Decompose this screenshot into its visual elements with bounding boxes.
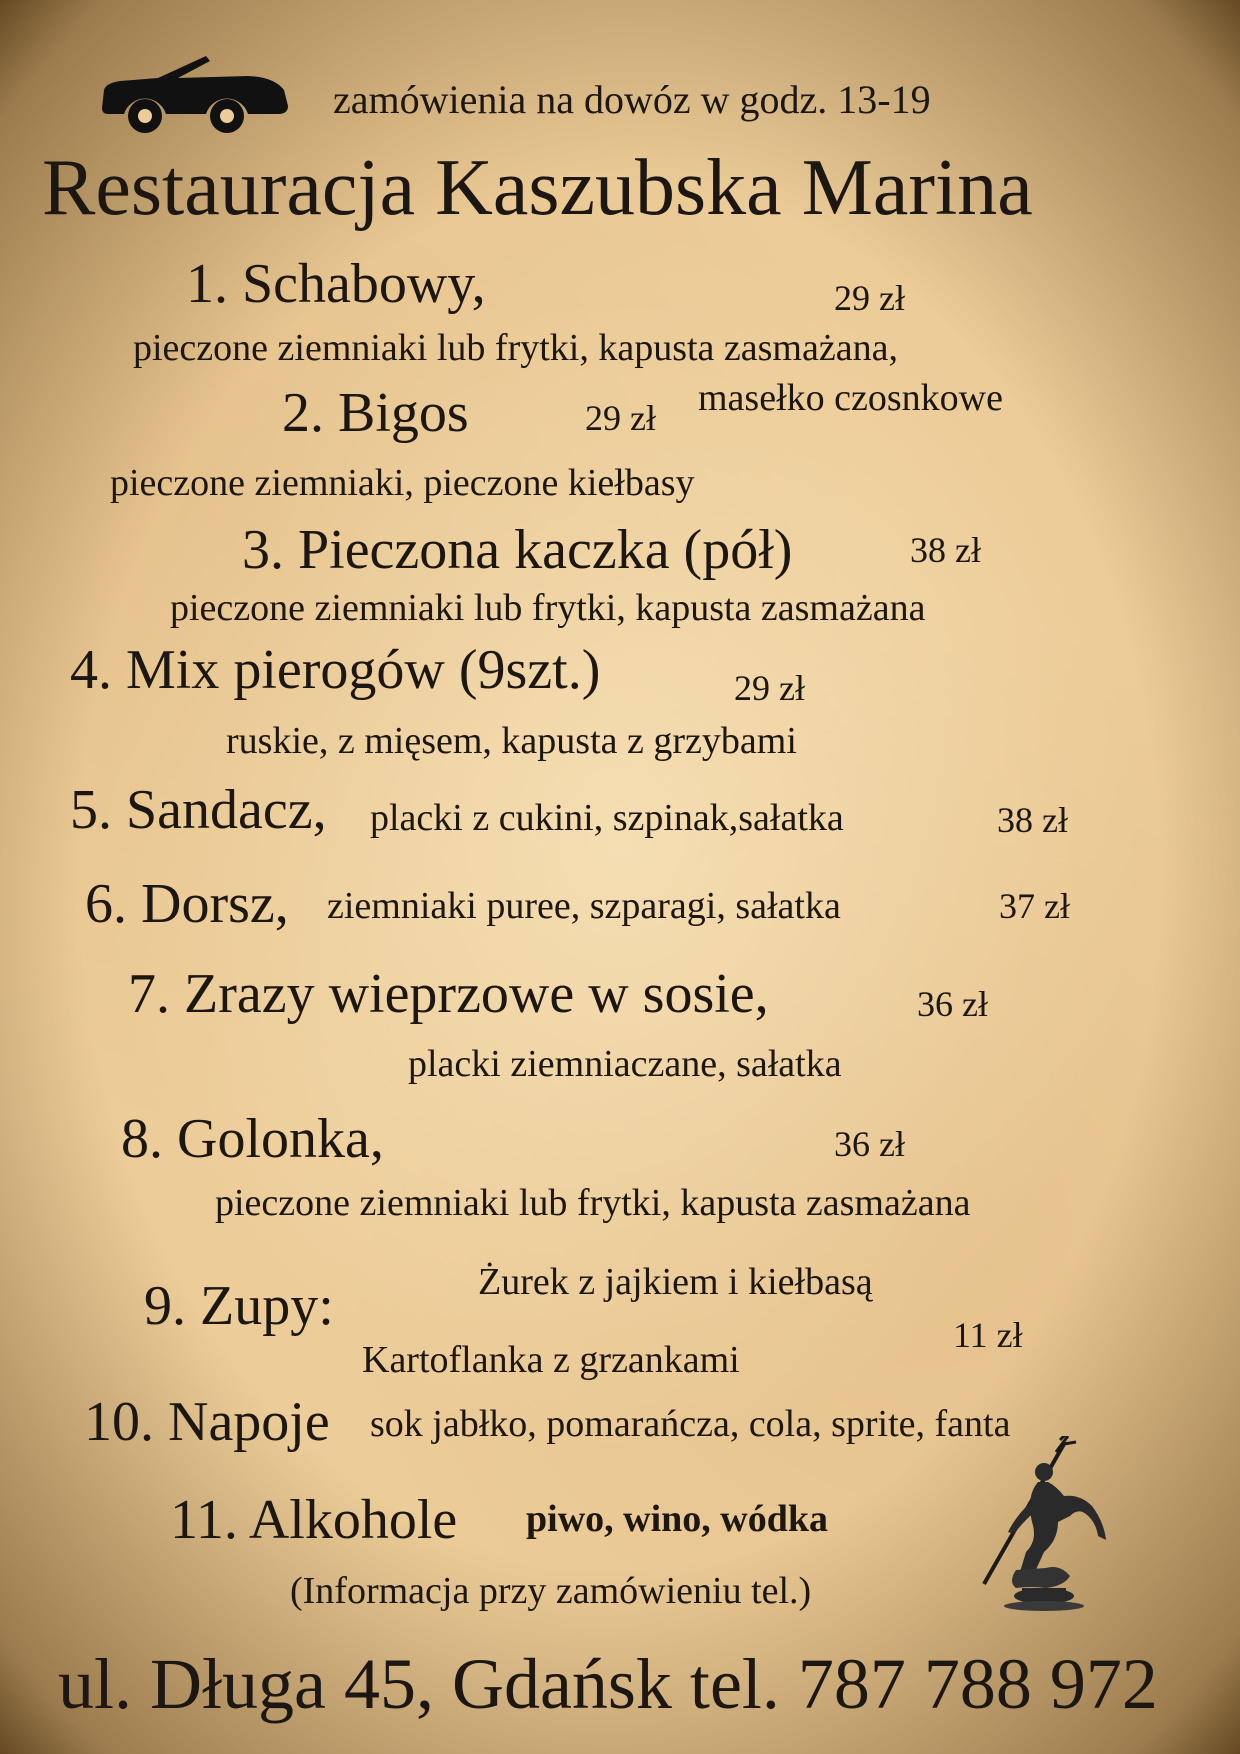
- menu-item-price: 36 zł: [834, 1124, 905, 1164]
- menu-item-description: ruskie, z mięsem, kapusta z grzybami: [226, 720, 797, 762]
- menu-item-description: pieczone ziemniaki, pieczone kiełbasy: [110, 462, 695, 504]
- menu-item-name: 10. Napoje: [84, 1391, 330, 1453]
- menu-item-description: sok jabłko, pomarańcza, cola, sprite, fanta: [370, 1403, 1011, 1445]
- car-icon: [98, 50, 290, 134]
- menu-item-description: pieczone ziemniaki lub frytki, kapusta zasmażana,: [133, 327, 898, 369]
- menu-item-price: 37 zł: [999, 886, 1070, 926]
- menu-item-name: 1. Schabowy,: [186, 253, 486, 315]
- menu-item-price: 29 zł: [585, 398, 656, 438]
- menu-item-price: 29 zł: [834, 278, 905, 318]
- menu-item-price: 29 zł: [734, 668, 805, 708]
- footer-address-phone: ul. Długa 45, Gdańsk tel. 787 788 972: [58, 1644, 1158, 1724]
- menu-item-name: 5. Sandacz,: [70, 779, 327, 841]
- order-info-note: (Informacja przy zamówieniu tel.): [290, 1570, 812, 1612]
- menu-item-description: piwo, wino, wódka: [526, 1498, 828, 1540]
- menu-item-name: 3. Pieczona kaczka (pół): [242, 519, 793, 581]
- menu-item-name: 9. Zupy:: [144, 1275, 334, 1337]
- menu-item-name: 2. Bigos: [282, 382, 469, 444]
- menu-item-name: 11. Alkohole: [170, 1489, 458, 1551]
- delivery-hours-note: zamówienia na dowóz w godz. 13-19: [333, 77, 931, 122]
- menu-item-description: pieczone ziemniaki lub frytki, kapusta zasmażana: [170, 587, 926, 629]
- menu-item-description: Kartoflanka z grzankami: [362, 1339, 740, 1381]
- menu-item-name: 6. Dorsz,: [85, 873, 289, 935]
- menu-item-description: masełko czosnkowe: [698, 377, 1003, 419]
- menu-item-price: 38 zł: [997, 800, 1068, 840]
- menu-item-name: 4. Mix pierogów (9szt.): [70, 639, 601, 701]
- menu-item-price: 38 zł: [910, 530, 981, 570]
- menu-item-description: placki ziemniaczane, sałatka: [408, 1043, 842, 1085]
- menu-item-description: placki z cukini, szpinak,sałatka: [370, 797, 844, 839]
- menu-item-name: 7. Zrazy wieprzowe w sosie,: [128, 963, 769, 1025]
- menu-item-price: 36 zł: [917, 984, 988, 1024]
- menu-item-name: 8. Golonka,: [121, 1108, 384, 1170]
- menu-item-description: Żurek z jajkiem i kiełbasą: [478, 1261, 873, 1303]
- neptune-statue-icon: [960, 1436, 1132, 1612]
- menu-item-description: ziemniaki puree, szparagi, sałatka: [327, 885, 841, 927]
- restaurant-title: Restauracja Kaszubska Marina: [42, 144, 1033, 232]
- menu-item-description: pieczone ziemniaki lub frytki, kapusta zasmażana: [215, 1182, 971, 1224]
- menu-item-price: 11 zł: [953, 1315, 1023, 1355]
